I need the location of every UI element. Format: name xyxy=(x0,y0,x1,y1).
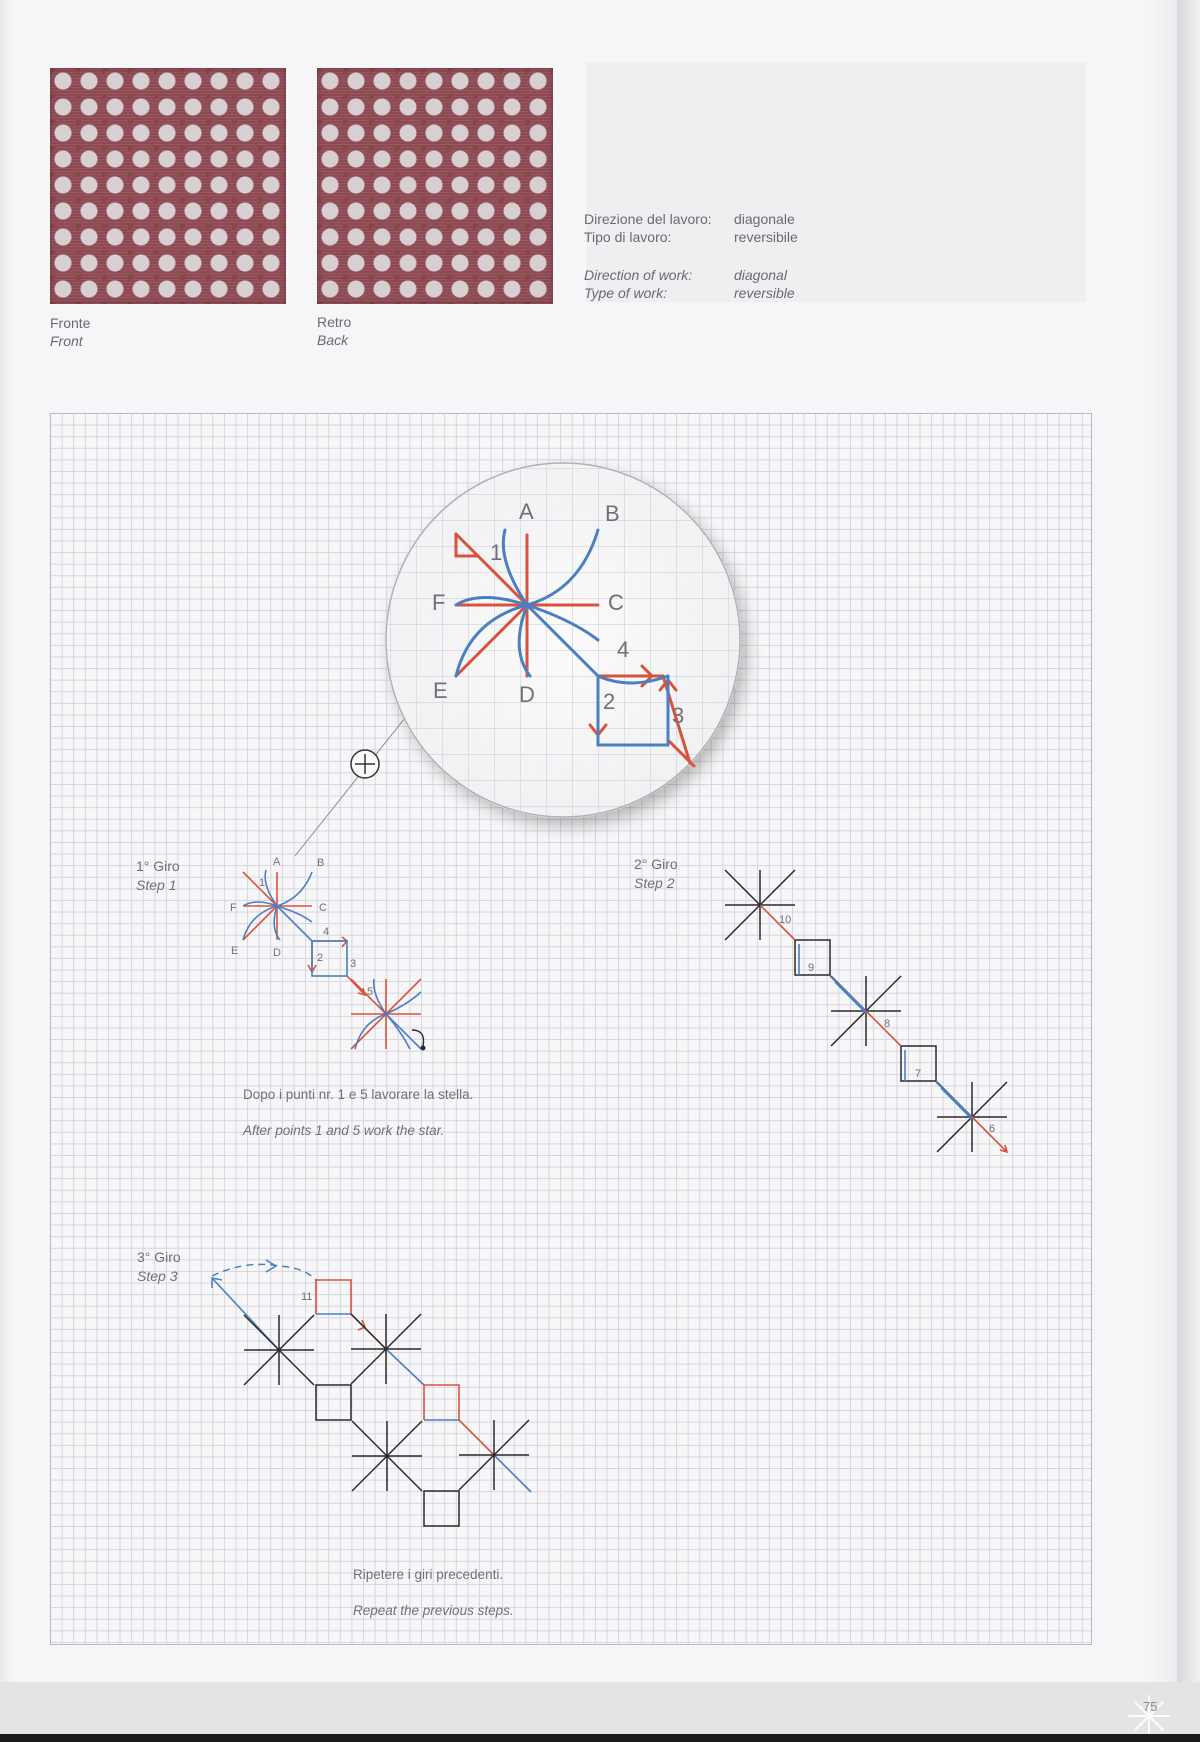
step1-label-a: A xyxy=(273,856,281,868)
direction-label-en: Direction of work: xyxy=(584,267,693,283)
step1-title-en: Step 1 xyxy=(136,877,177,893)
step1-number-4: 4 xyxy=(323,926,330,938)
step1-label-c: C xyxy=(319,902,327,914)
step1-number-2: 2 xyxy=(317,952,324,964)
caption-back-en: Back xyxy=(317,332,349,348)
plus-circle-icon xyxy=(351,750,379,778)
step3-title-en: Step 3 xyxy=(137,1268,178,1284)
type-value-it: reversibile xyxy=(734,229,798,245)
zoom-label-f: F xyxy=(432,590,446,615)
step2-number-6: 6 xyxy=(989,1123,996,1135)
step2-number-8: 8 xyxy=(884,1018,891,1030)
zoom-label-e: E xyxy=(433,678,448,703)
zoom-connector xyxy=(295,718,405,856)
step2-diagram xyxy=(725,870,1007,1152)
step2-number-10: 10 xyxy=(779,914,792,926)
zoom-label-c: C xyxy=(608,590,624,615)
step1-number-5: 5 xyxy=(367,986,374,998)
direction-label-it: Direzione del lavoro: xyxy=(584,211,712,227)
step3-number-11: 11 xyxy=(301,1291,313,1303)
type-label-it: Tipo di lavoro: xyxy=(584,229,672,245)
step3-diagram xyxy=(212,1260,531,1526)
step2-title-it: 2° Giro xyxy=(634,856,678,872)
caption-front-it: Fronte xyxy=(50,315,91,331)
step1-note-en: After points 1 and 5 work the star. xyxy=(243,1123,445,1138)
direction-value-it: diagonale xyxy=(734,211,795,227)
zoom-number-1: 1 xyxy=(490,540,503,565)
step2-number-7: 7 xyxy=(915,1068,922,1080)
zoom-label-b: B xyxy=(605,501,620,526)
step1-number-1: 1 xyxy=(259,877,266,889)
zoom-number-4: 4 xyxy=(617,637,630,662)
step3-title-it: 3° Giro xyxy=(137,1249,181,1265)
bottom-band xyxy=(0,1734,1200,1742)
step1-label-d: D xyxy=(273,947,281,959)
step1-note-it: Dopo i punti nr. 1 e 5 lavorare la stella. xyxy=(243,1087,474,1102)
step1-title-it: 1° Giro xyxy=(136,858,180,874)
zoom-label-d: D xyxy=(519,682,535,707)
step1-diagram xyxy=(243,870,426,1051)
page-number: 75 xyxy=(1143,1699,1158,1714)
type-label-en: Type of work: xyxy=(584,285,667,301)
direction-value-en: diagonal xyxy=(734,267,787,283)
zoom-label-a: A xyxy=(519,499,534,524)
step2-number-9: 9 xyxy=(808,962,815,974)
step3-note-it: Ripetere i giri precedenti. xyxy=(353,1567,504,1582)
caption-front-en: Front xyxy=(50,333,83,349)
zoom-number-3: 3 xyxy=(672,703,685,728)
step2-title-en: Step 2 xyxy=(634,875,675,891)
step3-note-en: Repeat the previous steps. xyxy=(353,1603,514,1618)
step1-label-b: B xyxy=(317,857,325,869)
step1-label-f: F xyxy=(230,902,237,914)
caption-back-it: Retro xyxy=(317,314,352,330)
footer-strip xyxy=(0,1682,1200,1734)
type-value-en: reversible xyxy=(734,285,795,301)
step1-label-e: E xyxy=(231,945,239,957)
zoom-number-2: 2 xyxy=(603,689,616,714)
zoom-magnifier xyxy=(385,462,741,818)
step1-number-3: 3 xyxy=(350,958,357,970)
